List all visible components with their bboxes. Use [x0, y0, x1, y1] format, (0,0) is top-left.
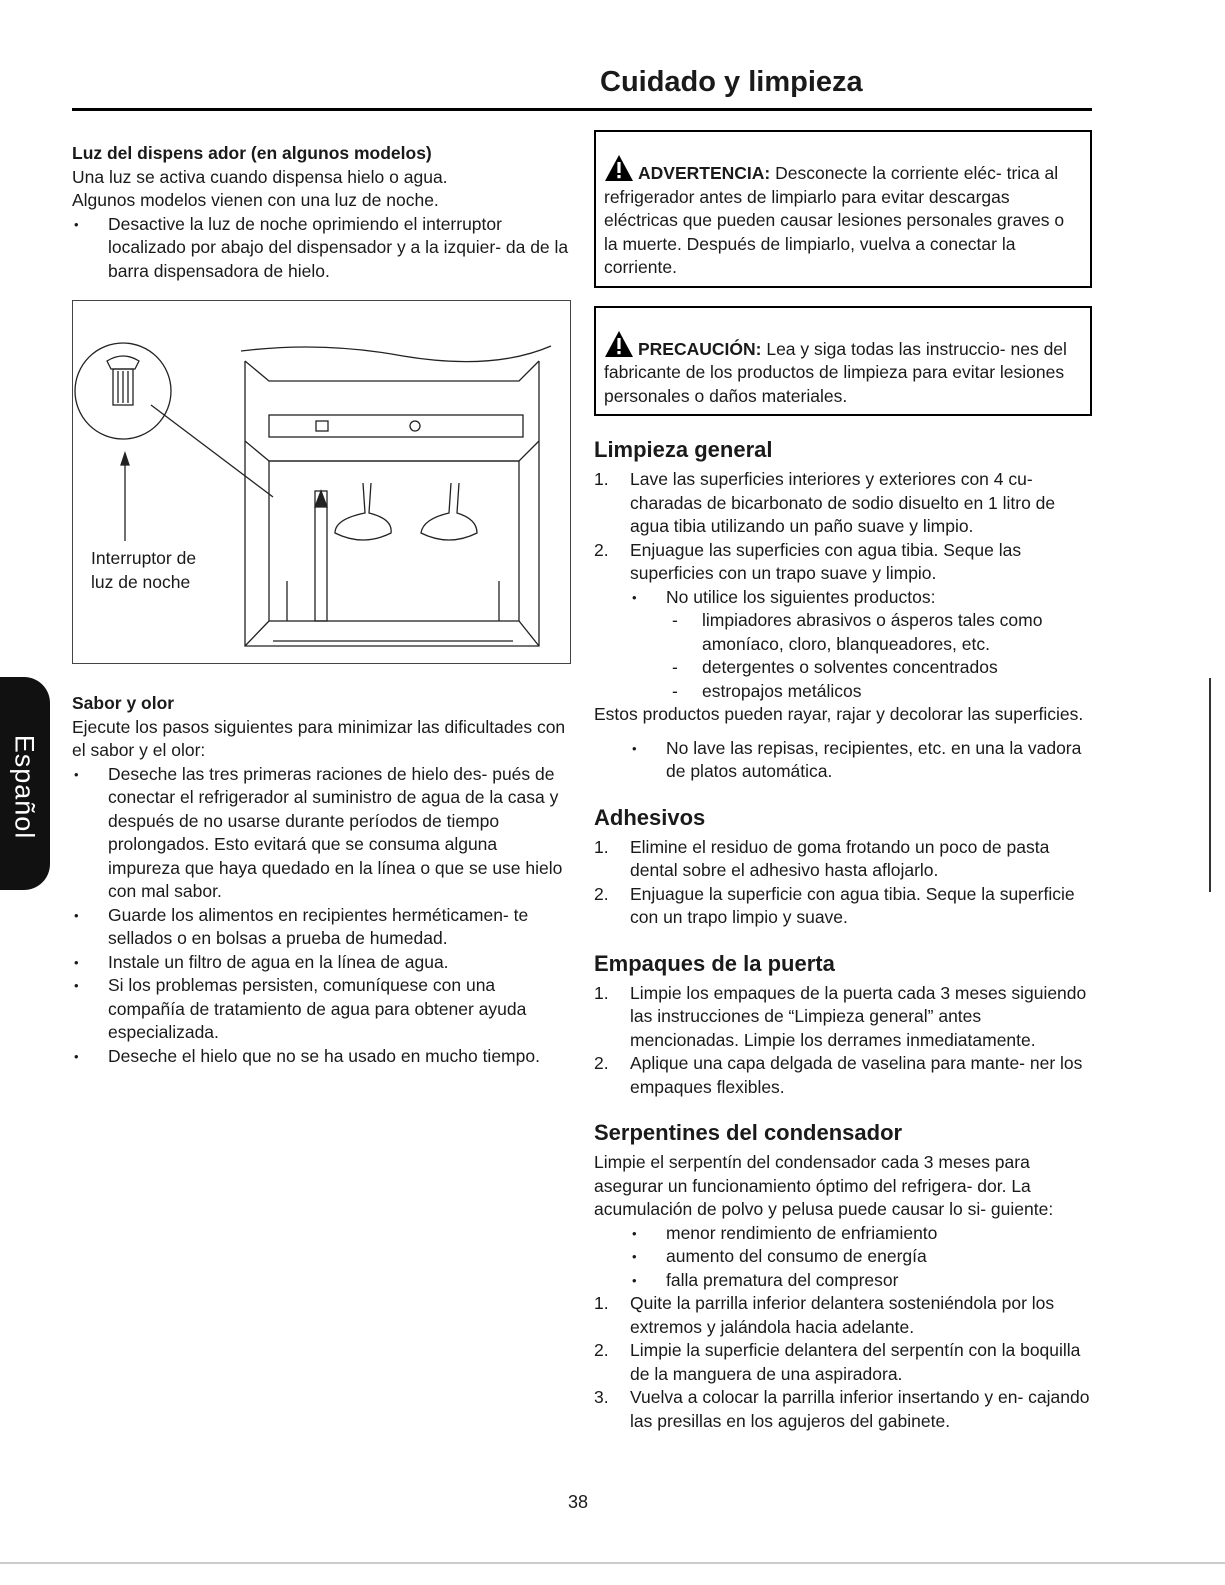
figure-caption-line-2: luz de noche	[91, 571, 191, 592]
list-item	[594, 1052, 1092, 1099]
list-item: - estropajos metálicos	[666, 680, 1092, 704]
step-number: 2.	[594, 1053, 609, 1073]
page-edge-mark	[1209, 678, 1211, 892]
empaques-section	[594, 950, 1092, 1100]
bottom-scan-edge	[0, 1562, 1225, 1564]
caution-triangle-icon	[604, 330, 634, 358]
general-heading: Limpieza general	[594, 437, 773, 462]
step-text: Vuelva a colocar la parrilla inferior insertando y en- cajando las presillas en los agujeros del gabinete.	[630, 1387, 1090, 1431]
empaques-heading: Empaques de la puerta	[594, 950, 835, 976]
list-item	[594, 1292, 1092, 1339]
sabor-bullets	[72, 763, 570, 1069]
dispenser-illustration	[73, 301, 570, 663]
list-item	[594, 836, 1092, 883]
dispenser-figure	[72, 300, 571, 664]
product-bullets	[630, 586, 1092, 610]
list-item: • Instale un filtro de agua en la línea de agua.	[72, 951, 570, 975]
luz-para-1: Una luz se activa cuando dispensa hielo o agua.	[72, 166, 448, 187]
general-section	[594, 436, 1092, 784]
caution-text-block	[604, 330, 1080, 409]
step-number: 1.	[594, 982, 609, 1003]
luz-para-2: Algunos modelos vienen con una luz de noche.	[72, 190, 439, 210]
warning-text: Desconecte la corriente eléc- trica al refrigerador antes de limpiarlo para evitar descargas eléctricas que pueden causar lesiones personales graves o la muerte. Después de limpiarlo, vuelva a conectar la corriente.	[604, 163, 1065, 277]
switch-cap	[107, 356, 139, 369]
list-item	[594, 1339, 1092, 1386]
product-list	[630, 609, 1092, 703]
step-text: Enjuague la superficie con agua tibia. Seque la superficie con un trapo limpio y suave.	[630, 883, 1075, 927]
list-item: • falla prematura del compresor	[630, 1269, 1092, 1293]
language-tab-label: Español	[9, 734, 40, 840]
adhesivos-section	[594, 804, 1092, 930]
step-text: Elimine el residuo de goma frotando un poco de pasta dental sobre el adhesivo hasta aflojarlo.	[630, 836, 1050, 880]
list-item	[594, 1386, 1092, 1433]
sabor-heading: Sabor y olor	[72, 693, 175, 713]
step-number: 2.	[594, 539, 609, 560]
caution-label: PRECAUCIÓN:	[638, 338, 762, 359]
adhesivos-heading: Adhesivos	[594, 804, 706, 830]
serpentines-section	[594, 1119, 1092, 1433]
step-number: 2.	[594, 1340, 609, 1360]
list-item: - detergentes o solventes concentrados	[666, 656, 1092, 680]
luz-heading: Luz del dispens ador (en algunos modelos)	[72, 143, 432, 163]
list-item	[594, 883, 1092, 930]
page-title: Cuidado y limpieza	[600, 66, 863, 98]
step-number: 1.	[594, 469, 609, 489]
list-item: • No lave las repisas, recipientes, etc. en una la vadora de platos automática.	[630, 737, 1092, 784]
empaques-steps	[594, 982, 1092, 1100]
step-number: 1.	[594, 836, 609, 857]
general-steps	[594, 468, 1092, 703]
general-note: Estos productos pueden rayar, rajar y decolorar las superficies.	[594, 704, 1084, 724]
step-text: Limpie la superficie delantera del serpentín con la boquilla de la manguera de una aspiradora.	[630, 1340, 1081, 1384]
step-text: Lave las superficies interiores y exteriores con 4 cu- charadas de bicarbonato de sodio disuelto en 1 litro de agua tibia utilizando un paño suave y limpio.	[630, 469, 1056, 536]
language-tab	[0, 677, 50, 890]
warning-triangle-icon	[604, 154, 634, 182]
list-item: • Deseche el hielo que no se ha usado en mucho tiempo.	[72, 1045, 570, 1069]
caution-text: Lea y siga todas las instruccio- nes del fabricante de los productos de limpieza para evitar lesiones personales o daños materiales.	[604, 338, 1067, 406]
list-item: • Guarde los alimentos en recipientes herméticamen- te sellados o en bolsas a prueba de humedad.	[72, 904, 570, 951]
sabor-section	[72, 692, 570, 1068]
step-number: 2.	[594, 883, 609, 904]
list-item: • Si los problemas persisten, comuníquese con una compañía de tratamiento de agua para obtener ayuda especializada.	[72, 974, 570, 1045]
list-item: • menor rendimiento de enfriamiento	[630, 1222, 1092, 1246]
title-rule	[72, 108, 1092, 111]
luz-bullets	[72, 213, 570, 284]
list-item	[594, 539, 1092, 704]
list-item: • Deseche las tres primeras raciones de hielo des- pués de conectar el refrigerador al suministro de agua de la casa y después de no usarse durante períodos de tiempo prolongados. Esto evitará que se consuma alguna impureza que haya quedado en la línea o que se use hielo con mal sabor.	[72, 763, 570, 904]
serpentines-steps	[594, 1292, 1092, 1433]
luz-bullet: • Desactive la luz de noche oprimiendo el interruptor localizado por abajo del dispensador y a la izquier- da de la barra dispensadora de hielo.	[72, 213, 570, 284]
warning-text-block	[604, 154, 1080, 280]
serpentines-intro: Limpie el serpentín del condensador cada 3 meses para asegurar un funcionamiento óptimo del refrigera- dor. La acumulación de polvo y pelusa puede causar lo si- guiente:	[594, 1152, 1054, 1219]
step-number: 3.	[594, 1387, 609, 1407]
sabor-intro: Ejecute los pasos siguientes para minimizar las dificultades con el sabor y el olor:	[72, 716, 566, 760]
list-item	[594, 468, 1092, 539]
list-item	[594, 982, 1092, 1053]
list-item: • No utilice los siguientes productos:	[630, 586, 1092, 610]
left-column	[72, 142, 570, 283]
right-column	[594, 130, 1092, 1433]
step-text: Enjuague las superficies con agua tibia. Seque las superficies con un trapo suave y limpio.	[630, 539, 1022, 583]
step-number: 1.	[594, 1293, 609, 1313]
adhesivos-steps	[594, 836, 1092, 930]
list-item: • aumento del consumo de energía	[630, 1245, 1092, 1269]
serpentines-bullets	[594, 1222, 1092, 1293]
figure-caption-line-1: Interruptor de	[91, 548, 197, 568]
list-item: - limpiadores abrasivos o ásperos tales como amoníaco, cloro, blanqueadores, etc.	[666, 609, 1092, 656]
warning-label: ADVERTENCIA:	[638, 163, 771, 183]
step-text: Quite la parrilla inferior delantera sosteniéndola por los extremos y jalándola hacia adelante.	[630, 1293, 1055, 1337]
caution-box	[594, 306, 1092, 417]
page-number: 38	[568, 1492, 589, 1512]
figure-caption	[91, 547, 196, 594]
serpentines-heading: Serpentines del condensador	[594, 1120, 903, 1145]
warning-box	[594, 130, 1092, 288]
step-text: Limpie los empaques de la puerta cada 3 meses siguiendo las instrucciones de “Limpieza general” antes mencionadas. Limpie los derrames inmediatamente.	[630, 982, 1087, 1050]
dishwasher-bullets	[594, 737, 1092, 784]
step-text: Aplique una capa delgada de vaselina para mante- ner los empaques flexibles.	[630, 1053, 1083, 1097]
